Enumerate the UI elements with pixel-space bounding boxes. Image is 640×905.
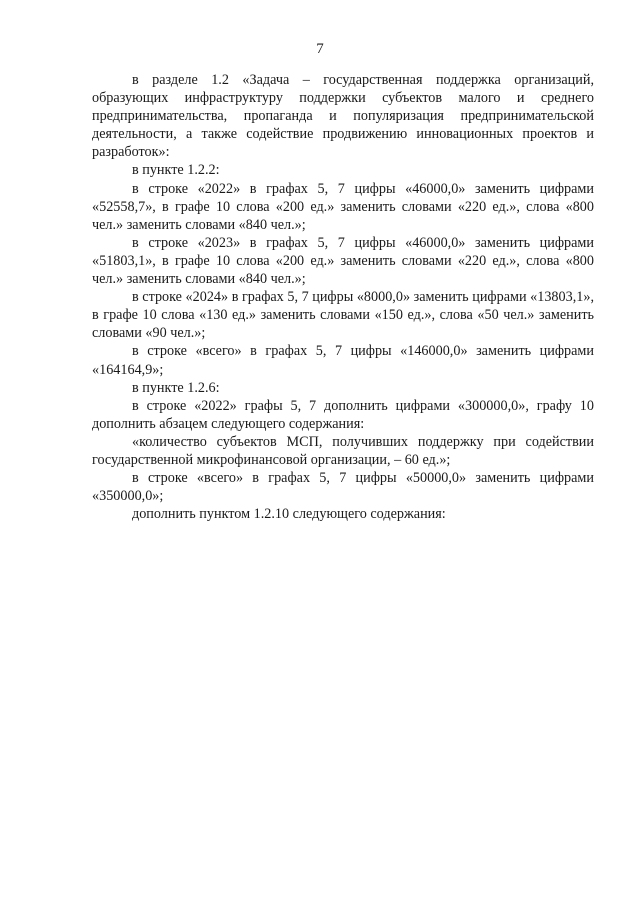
paragraph-row-2022-supplement: в строке «2022» графы 5, 7 дополнить цифрами «300000,0», графу 10 дополнить абзацем следующего содержания: bbox=[92, 397, 594, 432]
paragraph-add-item-1-2-10: дополнить пунктом 1.2.10 следующего содержания: bbox=[132, 506, 446, 523]
paragraph-row-2024: в строке «2024» в графах 5, 7 цифры «8000,0» заменить цифрами «13803,1», в графе 10 слова «130 ед.» заменить словами «150 ед.», слова «50 чел.» заменить словами «90 чел.»; bbox=[92, 289, 594, 342]
paragraph-row-2022: в строке «2022» в графах 5, 7 цифры «46000,0» заменить цифрами «52558,7», в графе 10 слова «200 ед.» заменить словами «220 ед.», слова «800 чел.» заменить словами «840 чел.»; bbox=[92, 180, 594, 233]
page-number: 7 bbox=[316, 41, 324, 57]
paragraph-row-total: в строке «всего» в графах 5, 7 цифры «146000,0» заменить цифрами «164164,9»; bbox=[92, 343, 594, 378]
paragraph-row-total-1-2-6: в строке «всего» в графах 5, 7 цифры «50000,0» заменить цифрами «350000,0»; bbox=[92, 470, 594, 505]
paragraph-quoted-addition: «количество субъектов МСП, получивших поддержку при содействии государственной микрофинансовой организации, – 60 ед.»; bbox=[92, 433, 594, 468]
paragraph-item-1-2-6: в пункте 1.2.6: bbox=[132, 379, 220, 396]
paragraph-row-2023: в строке «2023» в графах 5, 7 цифры «46000,0» заменить цифрами «51803,1», в графе 10 слова «200 ед.» заменить словами «220 ед.», слова «800 чел.» заменить словами «840 чел.»; bbox=[92, 234, 594, 288]
paragraph-section-1-2: в разделе 1.2 «Задача – государственная поддержка организаций, образующих инфраструктуру поддержки субъектов малого и среднего предпринимательства, пропаганда и популяризация предпринимательской деятельности, а также содействие продвижению инновационных проектов и разработок»: bbox=[92, 72, 594, 161]
document-body bbox=[92, 71, 594, 523]
paragraph-item-1-2-2: в пункте 1.2.2: bbox=[132, 162, 220, 179]
